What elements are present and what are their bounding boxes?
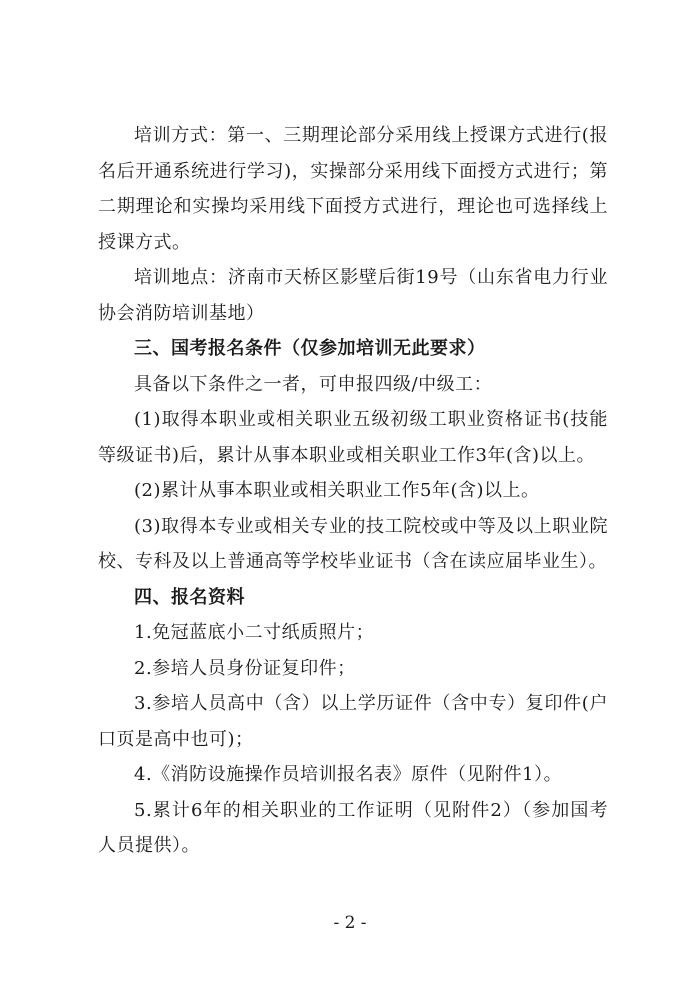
material-item-3: 3.参培人员高中（含）以上学历证件（含中专）复印件(户口页是高中也可)； bbox=[98, 693, 608, 750]
material-item-4: 4.《消防设施操作员培训报名表》原件（见附件1）。 bbox=[134, 764, 563, 785]
condition-item-3: (3)取得本专业或相关专业的技工院校或中等及以上职业院校、专科及以上普通高等学校毕业证书（含在读应届毕业生）。 bbox=[98, 515, 608, 572]
document-body bbox=[98, 118, 608, 864]
material-item-1: 1.免冠蓝底小二寸纸质照片； bbox=[134, 622, 375, 643]
section-heading-exam-conditions: 三、国考报名条件（仅参加培训无此要求） bbox=[134, 338, 486, 359]
material-item-5: 5.累计6年的相关职业的工作证明（见附件2）（参加国考人员提供）。 bbox=[98, 799, 608, 856]
section-heading-materials: 四、报名资料 bbox=[134, 586, 245, 608]
material-item-2: 2.参培人员身份证复印件； bbox=[134, 657, 356, 679]
condition-item-2: (2)累计从事本职业或相关职业工作5年(含)以上。 bbox=[134, 480, 540, 501]
training-location-paragraph: 培训地点：济南市天桥区影壁后街19号（山东省电力行业协会消防培训基地） bbox=[98, 267, 608, 324]
page-number: - 2 - bbox=[333, 913, 367, 933]
condition-item-1: (1)取得本职业或相关职业五级初级工职业资格证书(技能等级证书)后，累计从事本职业或相关职业工作3年(含)以上。 bbox=[98, 409, 608, 466]
training-method-paragraph: 培训方式：第一、三期理论部分采用线上授课方式进行(报名后开通系统进行学习)，实操部分采用线下面授方式进行；第二期理论和实操均采用线下面授方式进行，理论也可选择线上授课方式。 bbox=[98, 125, 608, 253]
conditions-intro: 具备以下条件之一者，可申报四级/中级工： bbox=[134, 373, 493, 395]
